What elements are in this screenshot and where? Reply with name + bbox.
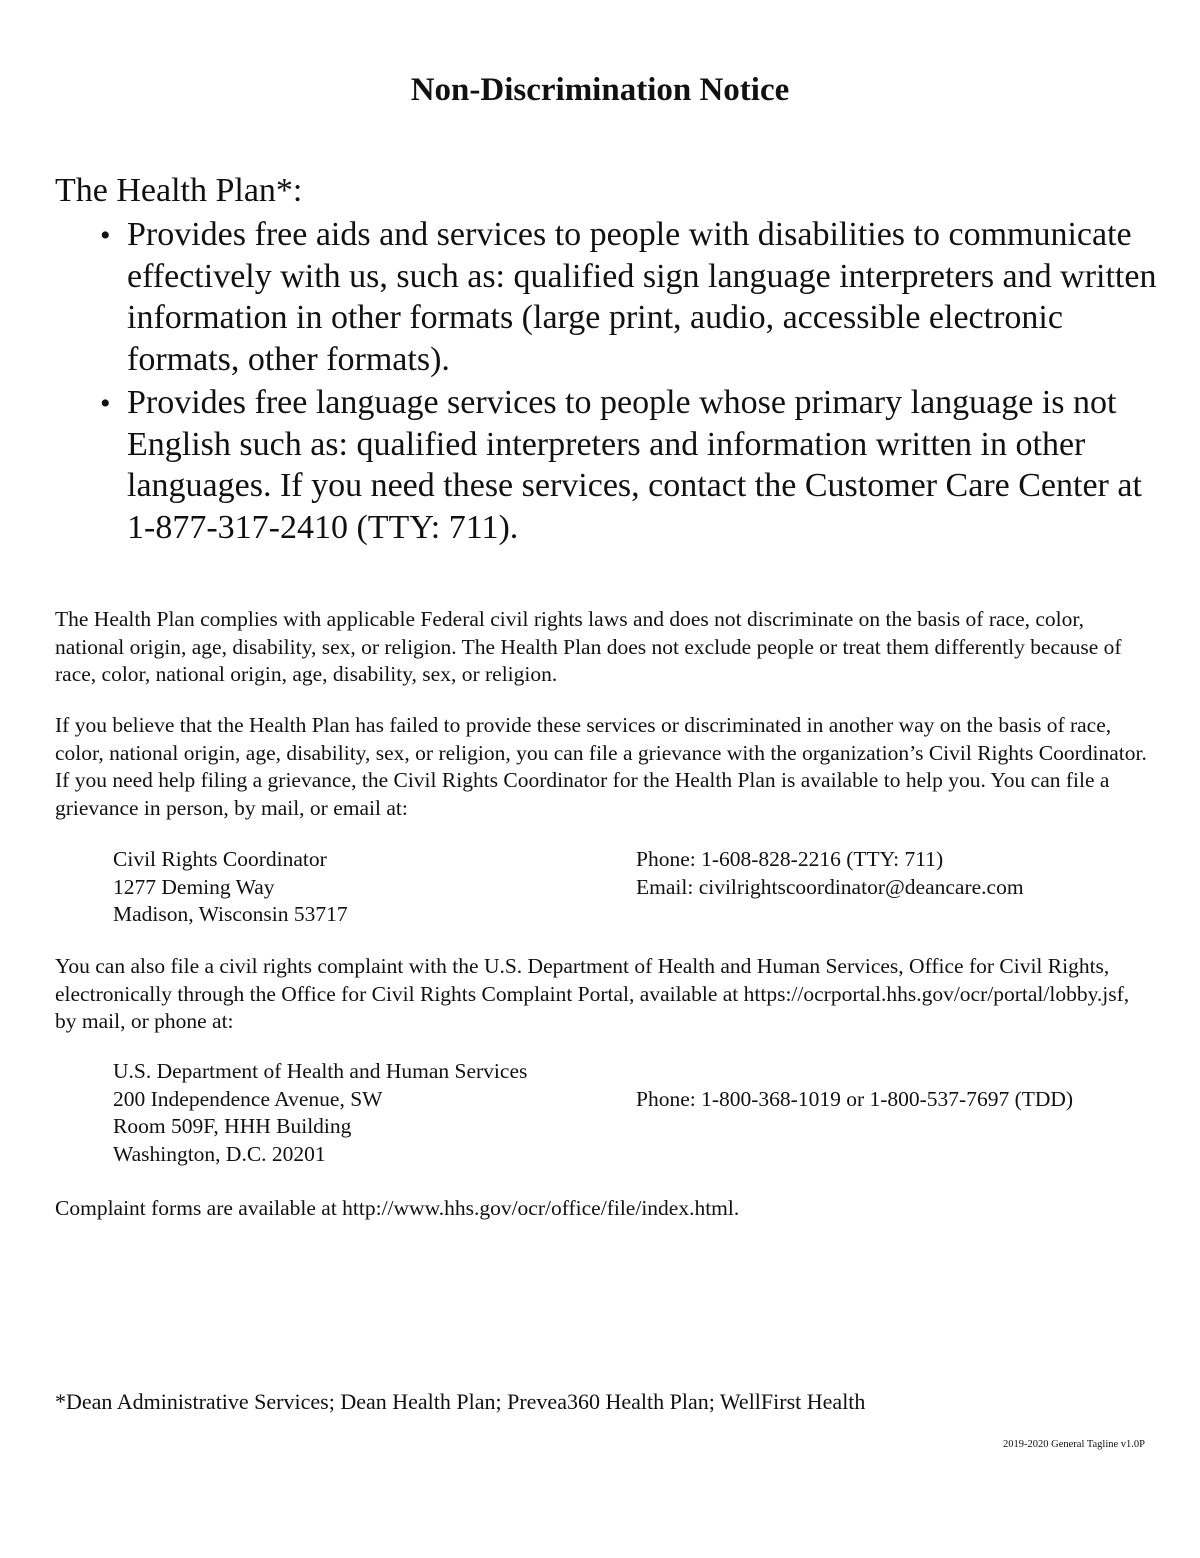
hhs-contact: [636, 1086, 1073, 1114]
address-line: Washington, D.C. 20201: [113, 1141, 326, 1166]
forms-paragraph: Complaint forms are available at http://www.hhs.gov/ocr/office/file/index.html.: [55, 1196, 740, 1220]
list-item: [97, 214, 1157, 380]
intro-heading: The Health Plan*:: [55, 172, 303, 209]
address-line: Civil Rights Coordinator: [113, 847, 327, 871]
hhs-paragraph: You can also file a civil rights complaint with the U.S. Department of Health and Human Services, Office for Civil Rights, electronically through the Office for Civil Rights Complaint Portal, available at https://ocrportal.hhs.gov/ocr/portal/lobby.jsf, by mail, or phone at:: [55, 954, 1130, 1033]
list-item-text: Provides free aids and services to people with disabilities to communicate effectively with us, such as: qualified sign language interpreters and written information in other formats (large print, audio, accessible electronic formats, other formats).: [127, 216, 1157, 378]
hhs-phone: Phone: 1-800-368-1019 or 1-800-537-7697 (TDD): [636, 1087, 1074, 1111]
coordinator-contact: [636, 846, 1024, 901]
address-line: 200 Independence Avenue, SW: [113, 1086, 383, 1111]
document-tagline: 2019-2020 General Tagline v1.0P: [1003, 1439, 1145, 1450]
page-title: Non-Discrimination Notice: [410, 72, 790, 108]
coordinator-address: [113, 846, 348, 929]
footnote: *Dean Administrative Services; Dean Health Plan; Prevea360 Health Plan; WellFirst Health: [55, 1389, 866, 1414]
address-line: Room 509F, HHH Building: [113, 1114, 352, 1138]
bullet-icon: •: [100, 219, 111, 252]
list-item: [97, 382, 1157, 548]
hhs-address: [113, 1058, 527, 1168]
list-item-text: Provides free language services to people whose primary language is not English such as: qualified interpreters and information written in other languages. If you need these services, contact the Customer Care Center at 1-877-317-2410 (TTY: 711).: [127, 384, 1142, 546]
address-line: U.S. Department of Health and Human Services: [113, 1059, 528, 1083]
coordinator-email: Email: civilrightscoordinator@deancare.com: [636, 874, 1024, 899]
services-list: [97, 214, 1157, 550]
bullet-icon: •: [100, 387, 111, 420]
address-line: 1277 Deming Way: [113, 874, 275, 899]
coordinator-phone: Phone: 1-608-828-2216 (TTY: 711): [636, 847, 944, 871]
address-line: Madison, Wisconsin 53717: [113, 902, 348, 926]
grievance-paragraph: If you believe that the Health Plan has failed to provide these services or discriminated in another way on the basis of race, color, national origin, age, disability, sex, or religion, you can file a grievance with the organization’s Civil Rights Coordinator. If you need help filing a grievance, the Civil Rights Coordinator for the Health Plan is available to help you. You can file a grievance in person, by mail, or email at:: [55, 713, 1147, 820]
compliance-paragraph: The Health Plan complies with applicable Federal civil rights laws and does not discriminate on the basis of race, color, national origin, age, disability, sex, or religion. The Health Plan does not exclude people or treat them differently because of race, color, national origin, age, disability, sex, or religion.: [55, 607, 1122, 686]
